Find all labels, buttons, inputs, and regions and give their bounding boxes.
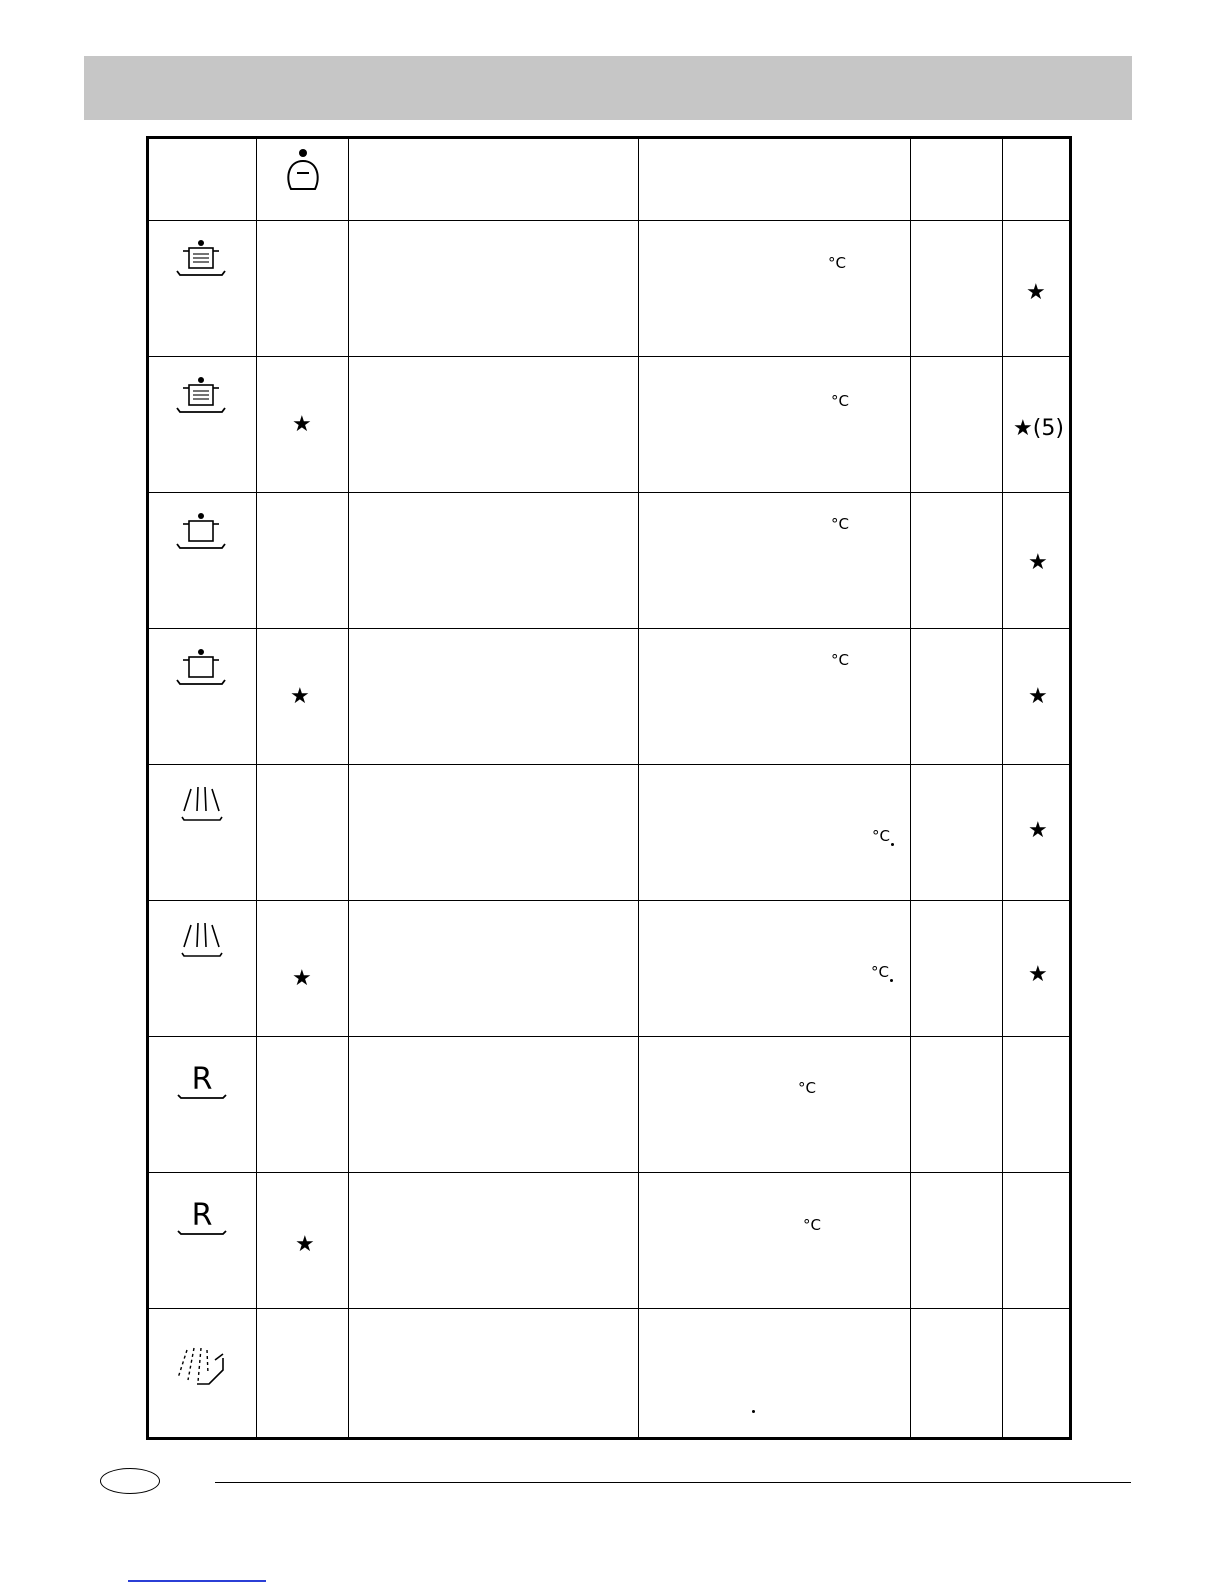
half-load-mark: ★ xyxy=(292,966,312,991)
program-table xyxy=(146,136,1072,1440)
normal-pot-icon xyxy=(174,648,228,690)
last-col-mark: ★ xyxy=(1028,684,1048,709)
footer-rule xyxy=(215,1482,1131,1483)
temperature-unit: °C xyxy=(828,254,846,272)
period-mark xyxy=(752,1410,755,1413)
row-divider xyxy=(149,1036,1069,1037)
last-col-mark xyxy=(1013,418,1064,440)
col-divider xyxy=(638,139,639,1437)
glass-rinse-icon xyxy=(179,921,225,963)
prewash-spray-icon xyxy=(175,1344,229,1390)
intensive-pot-icon xyxy=(174,239,228,281)
half-load-icon xyxy=(283,147,323,195)
last-col-mark: ★ xyxy=(1028,550,1048,575)
language-badge xyxy=(100,1468,160,1494)
half-load-mark: ★ xyxy=(292,412,312,437)
row-divider xyxy=(149,764,1069,765)
rapid-r-icon xyxy=(174,1061,230,1103)
period-mark xyxy=(890,979,893,982)
footnote-ref: (5) xyxy=(1032,416,1064,441)
temperature-unit: °C xyxy=(798,1079,816,1097)
temperature-unit: °C xyxy=(803,1216,821,1234)
last-col-mark: ★ xyxy=(1026,280,1046,305)
col-divider xyxy=(910,139,911,1437)
header-band xyxy=(84,56,1132,120)
star: ★ xyxy=(1013,416,1033,441)
col-divider xyxy=(256,139,257,1437)
bottom-link-underline[interactable] xyxy=(128,1580,266,1582)
svg-text:R: R xyxy=(191,1198,213,1233)
half-load-mark: ★ xyxy=(295,1232,315,1257)
col-divider xyxy=(1002,139,1003,1437)
row-divider xyxy=(149,1172,1069,1173)
svg-text:R: R xyxy=(191,1062,213,1097)
row-divider xyxy=(149,492,1069,493)
col-divider xyxy=(348,139,349,1437)
row-divider xyxy=(149,900,1069,901)
row-divider xyxy=(149,220,1069,221)
half-load-mark: ★ xyxy=(290,684,310,709)
last-col-mark: ★ xyxy=(1028,962,1048,987)
temperature-unit: °C xyxy=(872,827,890,845)
row-divider xyxy=(149,628,1069,629)
period-mark xyxy=(891,843,894,846)
glass-rinse-icon xyxy=(179,785,225,827)
row-divider xyxy=(149,356,1069,357)
row-divider xyxy=(149,1308,1069,1309)
last-col-mark: ★ xyxy=(1028,818,1048,843)
temperature-unit: °C xyxy=(831,651,849,669)
normal-pot-icon xyxy=(174,512,228,554)
temperature-unit: °C xyxy=(831,515,849,533)
temperature-unit: °C xyxy=(871,963,889,981)
intensive-pot-icon xyxy=(174,376,228,418)
temperature-unit: °C xyxy=(831,392,849,410)
rapid-r-icon xyxy=(174,1197,230,1239)
